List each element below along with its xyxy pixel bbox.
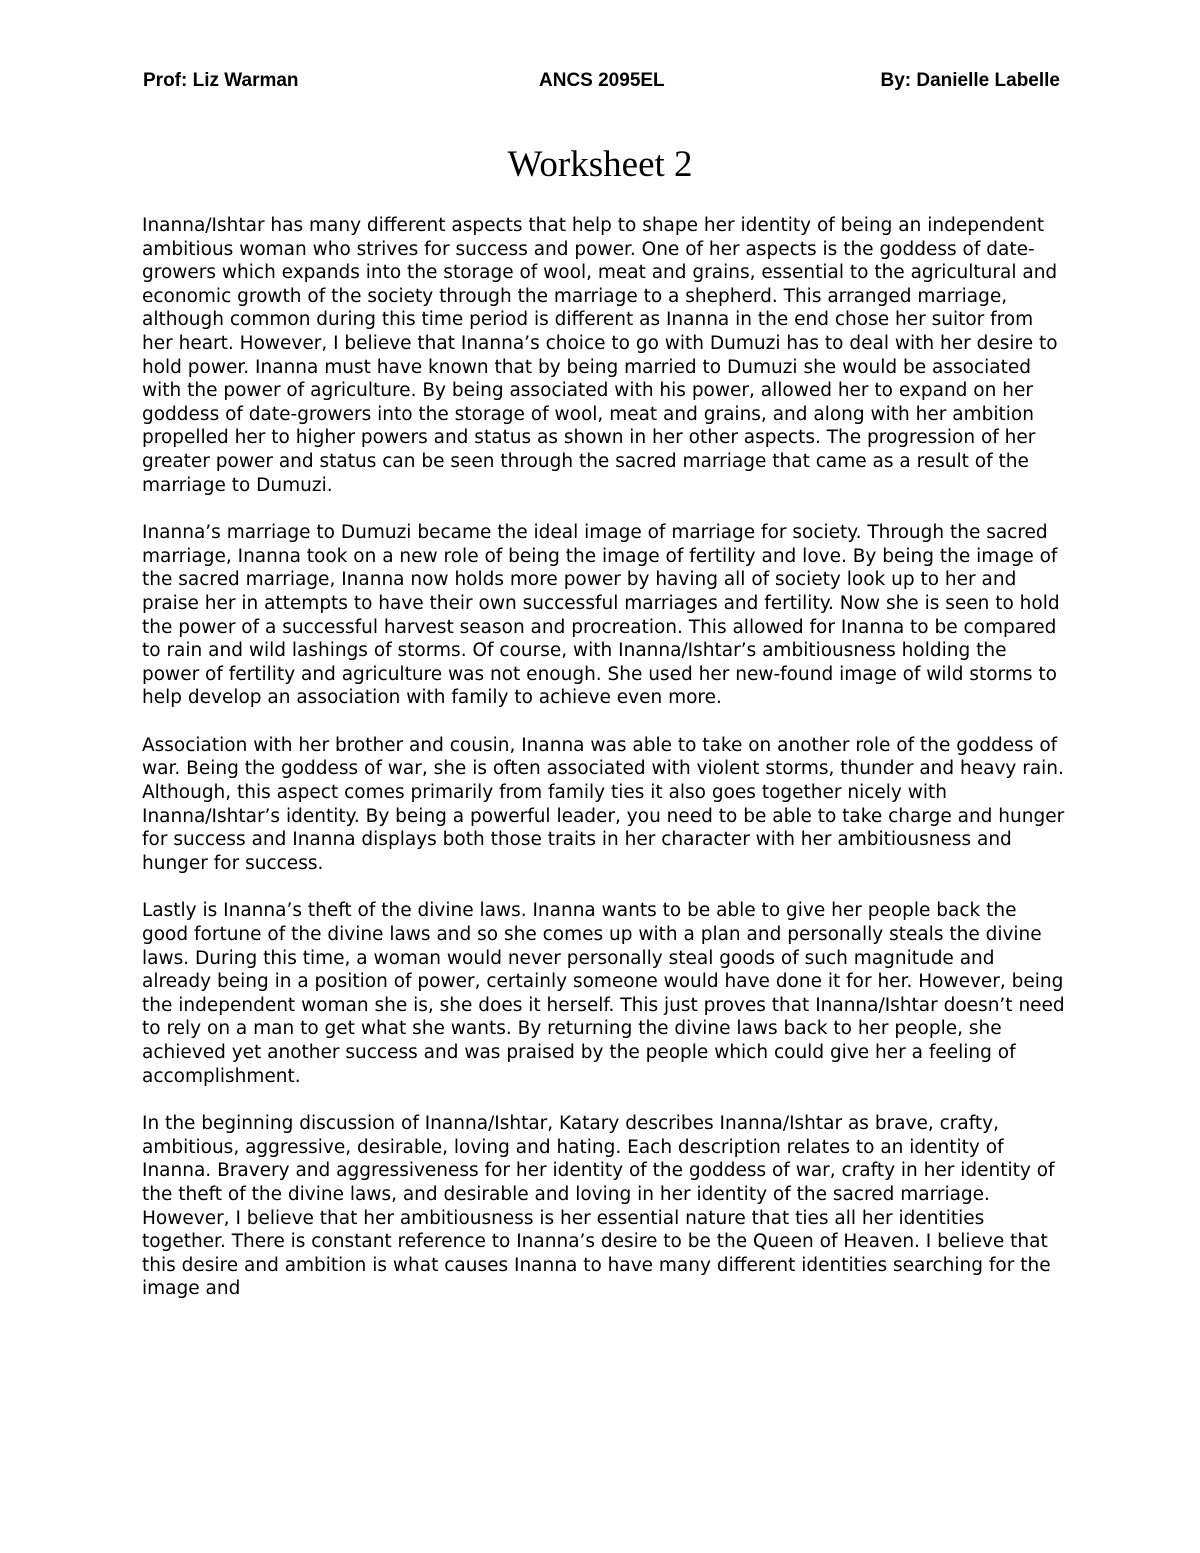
paragraph-3: Association with her brother and cousin, Inanna was able to take on another role of the goddess of war. Being the goddess of war, she is often associated with violent storms, thunder and heavy rain. Although, this aspect comes primarily from family ties it also goes together nicely with Inanna/Ishtar’s identity. By being a powerful leader, you need to be able to take charge and hunger for success and Inanna displays both those traits in her character with her ambitiousness and hunger for success. [142, 734, 1065, 874]
paragraph-1: Inanna/Ishtar has many different aspects that help to shape her identity of being an independent ambitious woman who strives for success and power. One of her aspects is the goddess of date-growers which expands into the storage of wool, meat and grains, essential to the agricultural and economic growth of the society through the marriage to a shepherd. This arranged marriage, although common during this time period is different as Inanna in the end chose her suitor from her heart. However, I believe that Inanna’s choice to go with Dumuzi has to deal with her desire to hold power. Inanna must have known that by being married to Dumuzi she would be associated with the power of agriculture. By being associated with his power, allowed her to expand on her goddess of date-growers into the storage of wool, meat and grains, and along with her ambition propelled her to higher powers and status as shown in her other aspects. The progression of her greater power and status can be seen through the sacred marriage that came as a result of the marriage to Dumuzi. [142, 215, 1058, 496]
document-body [142, 214, 1067, 1325]
header-author: By: Danielle Labelle [880, 70, 1060, 91]
page-header [143, 70, 1060, 100]
header-professor: Prof: Liz Warman [143, 70, 299, 91]
document-title: Worksheet 2 [507, 144, 693, 185]
paragraph-4: Lastly is Inanna’s theft of the divine laws. Inanna wants to be able to give her people back the good fortune of the divine laws and so she comes up with a plan and personally steals the divine laws. During this time, a woman would never personally steal goods of such magnitude and already being in a position of power, certainly someone would have done it for her. However, being the independent woman she is, she does it herself. This just proves that Inanna/Ishtar doesn’t need to rely on a man to get what she wants. By returning the divine laws back to her people, she achieved yet another success and was praised by the people which could give her a feeling of accomplishment. [142, 900, 1065, 1087]
header-course: ANCS 2095EL [539, 70, 665, 91]
paragraph-5: In the beginning discussion of Inanna/Ishtar, Katary describes Inanna/Ishtar as brave, crafty, ambitious, aggressive, desirable, loving and hating. Each description relates to an identity of Inanna. Bravery and aggressiveness for her identity of the goddess of war, crafty in her identity of the theft of the divine laws, and desirable and loving in her identity of the sacred marriage. However, I believe that her ambitiousness is her essential nature that ties all her identities together. There is constant reference to Inanna’s desire to be the Queen of Heaven. I believe that this desire and ambition is what causes Inanna to have many different identities searching for the image and [142, 1113, 1055, 1300]
paragraph-2: Inanna’s marriage to Dumuzi became the ideal image of marriage for society. Through the sacred marriage, Inanna took on a new role of being the image of fertility and love. By being the image of the sacred marriage, Inanna now holds more power by having all of society look up to her and praise her in attempts to have their own successful marriages and fertility. Now she is seen to hold the power of a successful harvest season and procreation. This allowed for Inanna to be compared to rain and wild lashings of storms. Of course, with Inanna/Ishtar’s ambitiousness holding the power of fertility and agriculture was not enough. She used her new-found image of wild storms to help develop an association with family to achieve even more. [142, 522, 1060, 709]
